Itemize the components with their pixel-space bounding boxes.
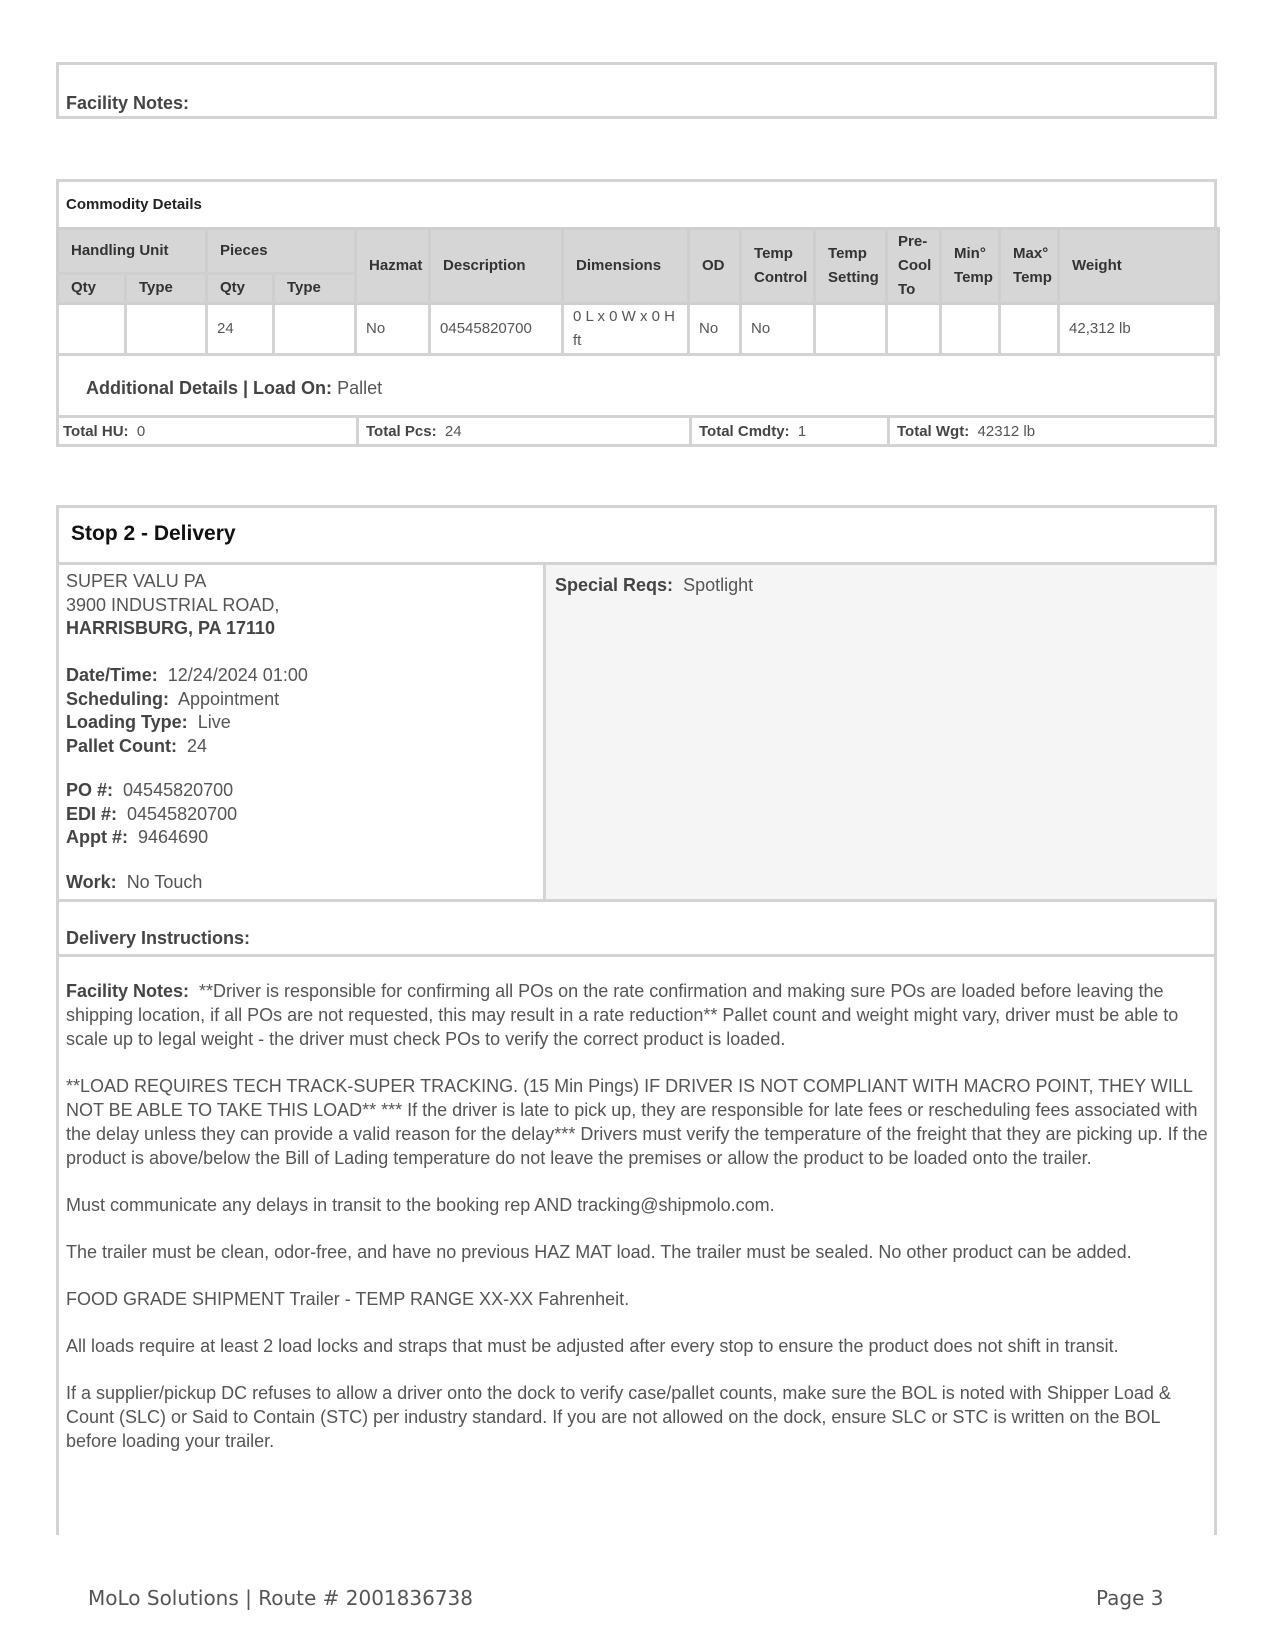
facility-notes-label: Facility Notes:: [66, 93, 190, 113]
header-pieces-type: Type: [274, 273, 356, 303]
cell-min-temp: [941, 304, 1000, 355]
cell-temp-setting: [815, 304, 887, 355]
pallet-count: Pallet Count: 24: [66, 735, 208, 756]
header-pre-cool-to: Pre- Cool To: [887, 229, 941, 304]
city-state-zip: HARRISBURG, PA 17110: [66, 618, 276, 638]
facility-notes-box: [56, 62, 1217, 119]
commodity-table: [56, 227, 1220, 356]
footer-page-number: Page 3: [1096, 1586, 1164, 1610]
work: Work: No Touch: [66, 871, 203, 892]
facility-name: SUPER VALU PA: [66, 571, 207, 591]
cell-max-temp: [1000, 304, 1059, 355]
note-paragraph: Must communicate any delays in transit to the booking rep AND tracking@shipmolo.com.: [66, 1195, 775, 1215]
cell-temp-control: No: [741, 304, 815, 355]
cell-pre-cool: [887, 304, 941, 355]
header-description: Description: [430, 229, 563, 304]
header-temp-setting: Temp Setting: [815, 229, 887, 304]
load-on-value: Pallet: [337, 378, 383, 398]
header-weight: Weight: [1059, 229, 1219, 304]
note-paragraph: All loads require at least 2 load locks and straps that must be adjusted after every stop to ensure the product does not shift in transit.: [66, 1336, 1119, 1356]
header-hazmat: Hazmat: [356, 229, 430, 304]
delivery-instructions-label: Delivery Instructions:: [66, 928, 251, 948]
special-requirements-panel: [543, 565, 1217, 899]
edi-number: EDI #: 04545820700: [66, 803, 238, 824]
street-address: 3900 INDUSTRIAL ROAD,: [66, 594, 280, 615]
header-temp-control: Temp Control: [741, 229, 815, 304]
cell-dimensions: 0 L x 0 W x 0 H ft: [563, 304, 689, 355]
scheduling: Scheduling: Appointment: [66, 688, 280, 709]
cell-hazmat: No: [356, 304, 430, 355]
date-time: Date/Time: 12/24/2024 01:00: [66, 665, 308, 685]
header-min-temp: Min° Temp: [941, 229, 1000, 304]
header-hu-type: Type: [126, 273, 207, 303]
header-pieces: Pieces: [207, 229, 356, 274]
cell-hu-type: [126, 304, 207, 355]
note-paragraph: FOOD GRADE SHIPMENT Trailer - TEMP RANGE XX-XX Fahrenheit.: [66, 1289, 630, 1309]
stop-title: Stop 2 - Delivery: [71, 522, 236, 545]
commodity-details-section: [56, 179, 1217, 447]
note-paragraph: The trailer must be clean, odor-free, and have no previous HAZ MAT load. The trailer must be sealed. No other product can be added.: [66, 1242, 1132, 1262]
cell-pieces-qty: 24: [207, 304, 274, 355]
header-max-temp: Max° Temp: [1000, 229, 1059, 304]
additional-details-label: Additional Details | Load On:: [86, 378, 333, 398]
cell-description: 04545820700: [430, 304, 563, 355]
special-requirements: Special Reqs: Spotlight: [555, 575, 754, 595]
appt-number: Appt #: 9464690: [66, 827, 209, 847]
header-handling-unit: Handling Unit: [58, 229, 207, 274]
commodity-details-title: Commodity Details: [66, 196, 202, 213]
stop-2-section: [56, 505, 1217, 1535]
cell-weight: 42,312 lb: [1059, 304, 1219, 355]
facility-notes: [66, 979, 1209, 1476]
header-pieces-qty: Qty: [207, 273, 274, 303]
divider: [59, 954, 1214, 957]
cell-od: No: [689, 304, 741, 355]
total-cmdty: Total Cmdty: 1: [689, 418, 887, 445]
note-paragraph: **LOAD REQUIRES TECH TRACK-SUPER TRACKING. (15 Min Pings) IF DRIVER IS NOT COMPLIANT WITH MACRO POINT, THEY WILL NOT BE ABLE TO TAKE THIS LOAD** *** If the driver is late to pick up, they are responsible for late fees or rescheduling fees associated with the delay unless they can provide a valid reason for the delay*** Drivers must verify the temperature of the freight that they are picking up. If the product is above/below the Bill of Lading temperature do not leave the premises or allow the product to be loaded onto the trailer.: [66, 1076, 1208, 1168]
stop-details: [66, 570, 536, 894]
table-row: [58, 304, 1219, 355]
header-dimensions: Dimensions: [563, 229, 689, 304]
total-pcs: Total Pcs: 24: [356, 418, 689, 445]
note-paragraph: Facility Notes: **Driver is responsible for confirming all POs on the rate confirmation and making sure POs are loaded before leaving the shipping location, if all POs are not requested, this may result in a rate reduction** Pallet count and weight might vary, driver must be able to scale up to legal weight - the driver must check POs to verify the correct product is loaded.: [66, 981, 1179, 1049]
facility-notes-label: Facility Notes:: [66, 981, 190, 1001]
additional-details: [86, 378, 382, 399]
cell-pieces-type: [274, 304, 356, 355]
footer-route: MoLo Solutions | Route # 2001836738: [88, 1586, 473, 1610]
note-paragraph: If a supplier/pickup DC refuses to allow a driver onto the dock to verify case/pallet counts, make sure the BOL is noted with Shipper Load & Count (SLC) or Said to Contain (STC) per industry standard. If you are not allowed on the dock, ensure SLC or STC is written on the BOL before loading your trailer.: [66, 1383, 1171, 1451]
total-wgt: Total Wgt: 42312 lb: [887, 418, 1217, 445]
po-number: PO #: 04545820700: [66, 780, 234, 800]
header-od: OD: [689, 229, 741, 304]
totals-row: [56, 415, 1217, 448]
cell-hu-qty: [58, 304, 126, 355]
header-hu-qty: Qty: [58, 273, 126, 303]
divider: [59, 899, 1214, 902]
loading-type: Loading Type: Live: [66, 712, 231, 732]
total-hu: Total HU: 0: [63, 423, 146, 440]
